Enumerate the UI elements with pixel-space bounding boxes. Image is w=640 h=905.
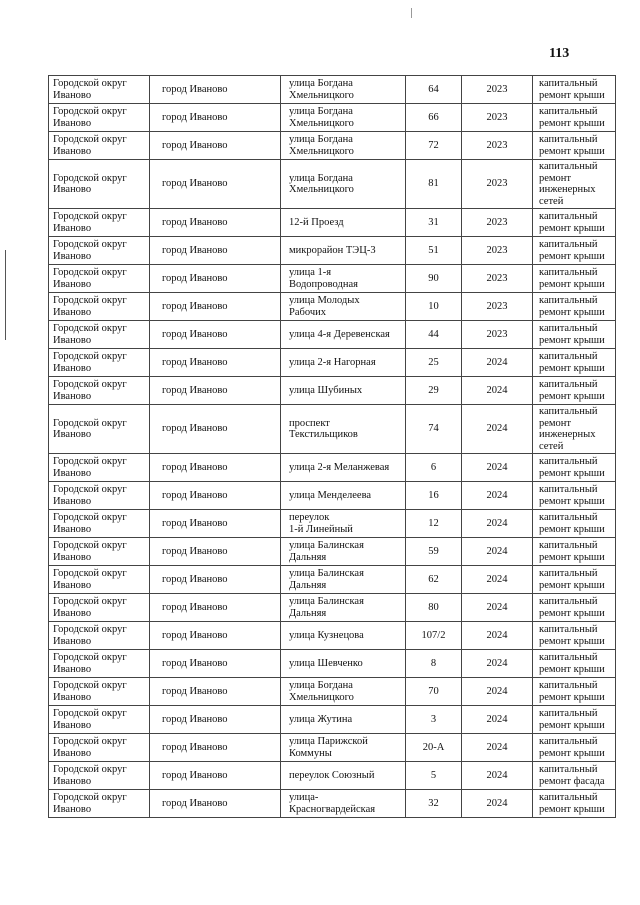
work-type-cell: капитальный ремонт крыши — [533, 349, 616, 377]
year-cell: 2023 — [462, 209, 533, 237]
table-row — [49, 265, 616, 293]
year-cell: 2024 — [462, 622, 533, 650]
settlement-cell: город Иваново — [150, 734, 281, 762]
scan-margin-mark — [411, 8, 412, 18]
table-row — [49, 790, 616, 818]
street-cell: улица 4-я Деревенская — [281, 321, 406, 349]
municipality-cell: Городской округ Иваново — [49, 650, 150, 678]
street-cell: проспект Текстильщиков — [281, 405, 406, 454]
table-row — [49, 209, 616, 237]
street-cell: улица Балинская Дальняя — [281, 594, 406, 622]
work-type-cell: капитальный ремонт инженерных сетей — [533, 160, 616, 209]
table-row — [49, 594, 616, 622]
street-cell: улица Менделеева — [281, 482, 406, 510]
table-row — [49, 405, 616, 454]
settlement-cell: город Иваново — [150, 678, 281, 706]
house-number-cell: 80 — [406, 594, 462, 622]
work-type-cell: капитальный ремонт крыши — [533, 377, 616, 405]
year-cell: 2024 — [462, 566, 533, 594]
work-type-cell: капитальный ремонт крыши — [533, 594, 616, 622]
page-number: 113 — [549, 46, 570, 61]
street-cell: улица Шубиных — [281, 377, 406, 405]
street-cell: улица 2-я Нагорная — [281, 349, 406, 377]
street-cell: улица Шевченко — [281, 650, 406, 678]
street-cell: улица Богдана Хмельницкого — [281, 678, 406, 706]
house-number-cell: 44 — [406, 321, 462, 349]
work-type-cell: капитальный ремонт крыши — [533, 566, 616, 594]
year-cell: 2023 — [462, 132, 533, 160]
settlement-cell: город Иваново — [150, 622, 281, 650]
work-type-cell: капитальный ремонт крыши — [533, 265, 616, 293]
house-number-cell: 107/2 — [406, 622, 462, 650]
municipality-cell: Городской округ Иваново — [49, 566, 150, 594]
year-cell: 2024 — [462, 482, 533, 510]
settlement-cell: город Иваново — [150, 76, 281, 104]
year-cell: 2024 — [462, 349, 533, 377]
house-number-cell: 81 — [406, 160, 462, 209]
house-number-cell: 90 — [406, 265, 462, 293]
house-number-cell: 3 — [406, 706, 462, 734]
municipality-cell: Городской округ Иваново — [49, 538, 150, 566]
house-number-cell: 31 — [406, 209, 462, 237]
house-number-cell: 5 — [406, 762, 462, 790]
house-number-cell: 10 — [406, 293, 462, 321]
scan-margin-mark — [5, 250, 6, 340]
house-number-cell: 20-А — [406, 734, 462, 762]
house-number-cell: 70 — [406, 678, 462, 706]
house-number-cell: 12 — [406, 510, 462, 538]
year-cell: 2024 — [462, 734, 533, 762]
year-cell: 2024 — [462, 790, 533, 818]
house-number-cell: 72 — [406, 132, 462, 160]
table-row — [49, 734, 616, 762]
municipality-cell: Городской округ Иваново — [49, 622, 150, 650]
settlement-cell: город Иваново — [150, 538, 281, 566]
street-cell: микрорайон ТЭЦ-3 — [281, 237, 406, 265]
work-type-cell: капитальный ремонт крыши — [533, 76, 616, 104]
municipality-cell: Городской округ Иваново — [49, 76, 150, 104]
municipality-cell: Городской округ Иваново — [49, 454, 150, 482]
house-number-cell: 64 — [406, 76, 462, 104]
table-row — [49, 510, 616, 538]
municipality-cell: Городской округ Иваново — [49, 293, 150, 321]
work-type-cell: капитальный ремонт крыши — [533, 104, 616, 132]
street-cell: улица 1-я Водопроводная — [281, 265, 406, 293]
table-row — [49, 132, 616, 160]
municipality-cell: Городской округ Иваново — [49, 678, 150, 706]
work-type-cell: капитальный ремонт крыши — [533, 321, 616, 349]
year-cell: 2024 — [462, 650, 533, 678]
street-cell: улица Богдана Хмельницкого — [281, 104, 406, 132]
settlement-cell: город Иваново — [150, 482, 281, 510]
street-cell: улица- Красногвардейская — [281, 790, 406, 818]
street-cell: 12-й Проезд — [281, 209, 406, 237]
settlement-cell: город Иваново — [150, 510, 281, 538]
table-row — [49, 482, 616, 510]
table-row — [49, 454, 616, 482]
street-cell: улица Балинская Дальняя — [281, 538, 406, 566]
municipality-cell: Городской округ Иваново — [49, 762, 150, 790]
table-row — [49, 622, 616, 650]
year-cell: 2024 — [462, 454, 533, 482]
year-cell: 2024 — [462, 377, 533, 405]
work-type-cell: капитальный ремонт крыши — [533, 678, 616, 706]
settlement-cell: город Иваново — [150, 209, 281, 237]
table-row — [49, 104, 616, 132]
year-cell: 2024 — [462, 678, 533, 706]
table-row — [49, 160, 616, 209]
year-cell: 2024 — [462, 706, 533, 734]
work-type-cell: капитальный ремонт крыши — [533, 734, 616, 762]
street-cell: переулок Союзный — [281, 762, 406, 790]
year-cell: 2023 — [462, 237, 533, 265]
house-number-cell: 32 — [406, 790, 462, 818]
municipality-cell: Городской округ Иваново — [49, 790, 150, 818]
table-row — [49, 678, 616, 706]
work-type-cell: капитальный ремонт крыши — [533, 293, 616, 321]
municipality-cell: Городской округ Иваново — [49, 209, 150, 237]
municipality-cell: Городской округ Иваново — [49, 237, 150, 265]
municipality-cell: Городской округ Иваново — [49, 706, 150, 734]
year-cell: 2024 — [462, 762, 533, 790]
settlement-cell: город Иваново — [150, 594, 281, 622]
settlement-cell: город Иваново — [150, 321, 281, 349]
settlement-cell: город Иваново — [150, 265, 281, 293]
settlement-cell: город Иваново — [150, 706, 281, 734]
table-row — [49, 349, 616, 377]
year-cell: 2023 — [462, 76, 533, 104]
municipality-cell: Городской округ Иваново — [49, 734, 150, 762]
year-cell: 2023 — [462, 160, 533, 209]
year-cell: 2023 — [462, 293, 533, 321]
municipality-cell: Городской округ Иваново — [49, 321, 150, 349]
municipality-cell: Городской округ Иваново — [49, 405, 150, 454]
settlement-cell: город Иваново — [150, 160, 281, 209]
table-row — [49, 321, 616, 349]
municipality-cell: Городской округ Иваново — [49, 160, 150, 209]
street-cell: улица Богдана Хмельницкого — [281, 160, 406, 209]
work-type-cell: капитальный ремонт крыши — [533, 482, 616, 510]
municipality-cell: Городской округ Иваново — [49, 349, 150, 377]
house-number-cell: 51 — [406, 237, 462, 265]
table-row — [49, 650, 616, 678]
street-cell: улица Богдана Хмельницкого — [281, 132, 406, 160]
house-number-cell: 66 — [406, 104, 462, 132]
street-cell: переулок 1-й Линейный — [281, 510, 406, 538]
objects-table — [48, 75, 616, 818]
municipality-cell: Городской округ Иваново — [49, 377, 150, 405]
year-cell: 2024 — [462, 538, 533, 566]
settlement-cell: город Иваново — [150, 566, 281, 594]
house-number-cell: 25 — [406, 349, 462, 377]
settlement-cell: город Иваново — [150, 790, 281, 818]
street-cell: улица Богдана Хмельницкого — [281, 76, 406, 104]
work-type-cell: капитальный ремонт инженерных сетей — [533, 405, 616, 454]
settlement-cell: город Иваново — [150, 237, 281, 265]
municipality-cell: Городской округ Иваново — [49, 482, 150, 510]
table-row — [49, 377, 616, 405]
year-cell: 2024 — [462, 594, 533, 622]
work-type-cell: капитальный ремонт крыши — [533, 538, 616, 566]
work-type-cell: капитальный ремонт крыши — [533, 132, 616, 160]
street-cell: улица Кузнецова — [281, 622, 406, 650]
settlement-cell: город Иваново — [150, 454, 281, 482]
work-type-cell: капитальный ремонт крыши — [533, 622, 616, 650]
settlement-cell: город Иваново — [150, 405, 281, 454]
work-type-cell: капитальный ремонт крыши — [533, 650, 616, 678]
street-cell: улица Балинская Дальняя — [281, 566, 406, 594]
year-cell: 2023 — [462, 321, 533, 349]
municipality-cell: Городской округ Иваново — [49, 132, 150, 160]
settlement-cell: город Иваново — [150, 377, 281, 405]
table-row — [49, 293, 616, 321]
settlement-cell: город Иваново — [150, 104, 281, 132]
municipality-cell: Городской округ Иваново — [49, 104, 150, 132]
work-type-cell: капитальный ремонт крыши — [533, 454, 616, 482]
work-type-cell: капитальный ремонт крыши — [533, 237, 616, 265]
municipality-cell: Городской округ Иваново — [49, 265, 150, 293]
year-cell: 2023 — [462, 104, 533, 132]
settlement-cell: город Иваново — [150, 650, 281, 678]
house-number-cell: 74 — [406, 405, 462, 454]
work-type-cell: капитальный ремонт крыши — [533, 706, 616, 734]
house-number-cell: 6 — [406, 454, 462, 482]
year-cell: 2024 — [462, 405, 533, 454]
table-row — [49, 76, 616, 104]
year-cell: 2024 — [462, 510, 533, 538]
settlement-cell: город Иваново — [150, 762, 281, 790]
work-type-cell: капитальный ремонт крыши — [533, 790, 616, 818]
street-cell: улица Жутина — [281, 706, 406, 734]
settlement-cell: город Иваново — [150, 349, 281, 377]
street-cell: улица Парижской Коммуны — [281, 734, 406, 762]
table-row — [49, 706, 616, 734]
settlement-cell: город Иваново — [150, 132, 281, 160]
house-number-cell: 59 — [406, 538, 462, 566]
house-number-cell: 29 — [406, 377, 462, 405]
municipality-cell: Городской округ Иваново — [49, 594, 150, 622]
municipality-cell: Городской округ Иваново — [49, 510, 150, 538]
house-number-cell: 62 — [406, 566, 462, 594]
year-cell: 2023 — [462, 265, 533, 293]
table-row — [49, 762, 616, 790]
street-cell: улица Молодых Рабочих — [281, 293, 406, 321]
house-number-cell: 8 — [406, 650, 462, 678]
settlement-cell: город Иваново — [150, 293, 281, 321]
house-number-cell: 16 — [406, 482, 462, 510]
table-row — [49, 538, 616, 566]
work-type-cell: капитальный ремонт фасада — [533, 762, 616, 790]
street-cell: улица 2-я Меланжевая — [281, 454, 406, 482]
table-row — [49, 566, 616, 594]
work-type-cell: капитальный ремонт крыши — [533, 510, 616, 538]
table-row — [49, 237, 616, 265]
work-type-cell: капитальный ремонт крыши — [533, 209, 616, 237]
